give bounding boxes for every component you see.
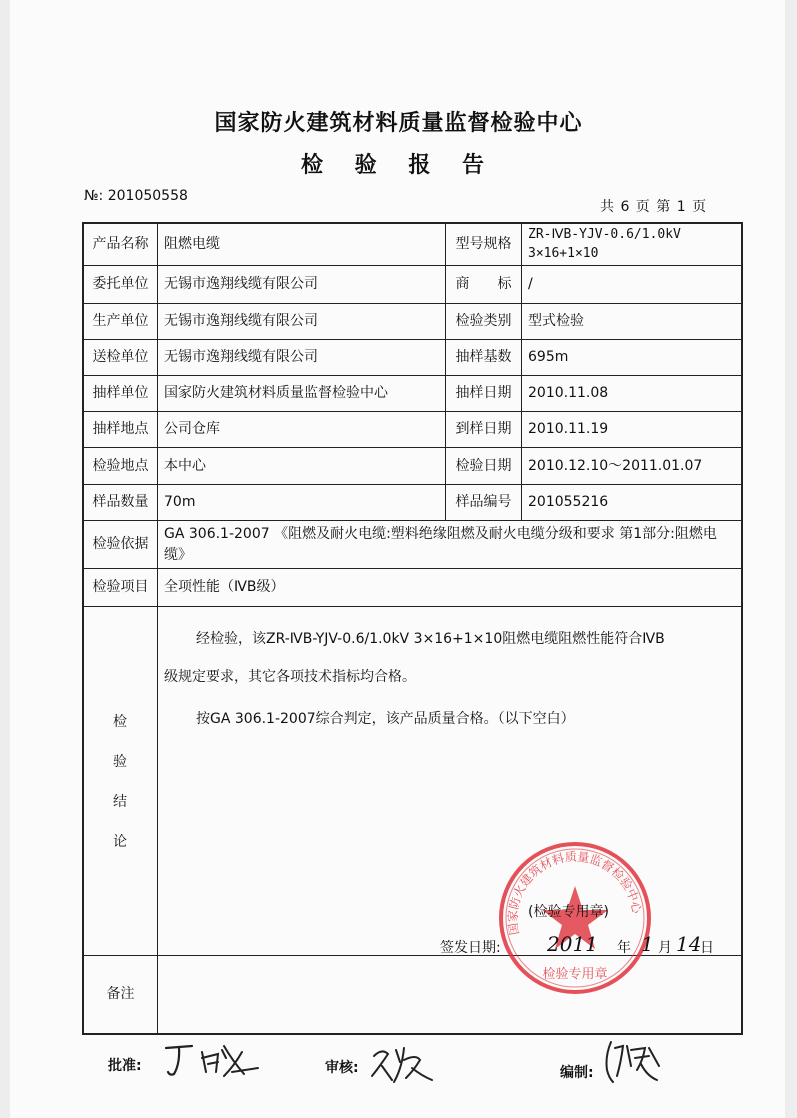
table-border-bottom — [82, 1033, 743, 1035]
value-sender: 无锡市逸翔线缆有限公司 — [164, 349, 318, 366]
issue-date-label: 签发日期: — [440, 940, 501, 956]
label-basis: 检验依据 — [92, 536, 149, 553]
label-test-place: 检验地点 — [92, 457, 149, 474]
page-count: 共 6 页 第 1 页 — [600, 199, 708, 215]
value-test-date: 2010.12.10～2011.01.07 — [528, 457, 703, 474]
issue-year-unit: 年 — [617, 940, 631, 956]
seal-note: (检验专用章) — [528, 904, 609, 920]
value-sample-base: 695m — [528, 349, 569, 366]
value-test-items: 全项性能（ⅣB级） — [164, 579, 285, 596]
value-sample-no: 201055216 — [528, 494, 609, 511]
label-sampler: 抽样单位 — [92, 385, 149, 402]
value-sampler: 国家防火建筑材料质量监督检验中心 — [164, 385, 388, 402]
label-client: 委托单位 — [92, 276, 149, 293]
value-arrive-date: 2010.11.19 — [528, 421, 609, 438]
approver-signature — [162, 1038, 262, 1086]
value-producer: 无锡市逸翔线缆有限公司 — [164, 313, 318, 330]
label-sample-date: 抽样日期 — [455, 385, 512, 402]
label-sample-place: 抽样地点 — [92, 421, 149, 438]
review-label: 审核: — [325, 1060, 359, 1076]
value-sample-date: 2010.11.08 — [528, 385, 609, 402]
label-remarks: 备注 — [106, 986, 135, 1003]
issue-year: 2011 — [547, 932, 598, 956]
report-number: №: 201050558 — [84, 188, 188, 204]
label-test-items: 检验项目 — [92, 579, 149, 596]
label-sender: 送检单位 — [92, 349, 149, 366]
reviewer-signature — [368, 1040, 438, 1092]
issue-month: 1 — [641, 932, 654, 956]
value-model — [522, 224, 741, 265]
conclusion-label-char: 验 — [113, 754, 127, 770]
conclusion-label-char: 检 — [113, 714, 127, 730]
label-sample-no: 样品编号 — [455, 494, 512, 511]
value-test-type: 型式检验 — [528, 313, 584, 330]
issue-day: 14 — [676, 932, 702, 956]
label-sample-base: 抽样基数 — [455, 349, 512, 366]
svg-text:国家防火建筑材料质量监督检验中心: 国家防火建筑材料质量监督检验中心 — [505, 849, 644, 936]
issue-day-unit: 日 — [700, 940, 714, 956]
value-basis: GA 306.1-2007 《阻燃及耐火电缆:塑料绝缘阻燃及耐火电缆分级和要求 第1部分:阻燃电缆》 — [164, 526, 717, 563]
conclusion-para1-line2: 级规定要求，其它各项技术指标均合格。 — [164, 669, 416, 685]
label-product-name: 产品名称 — [92, 236, 149, 253]
preparer-signature — [601, 1036, 665, 1092]
value-sample-place: 公司仓库 — [164, 421, 220, 438]
conclusion-para1-line1: 经检验，该ZR-ⅣB-YJV-0.6/1.0kV 3×16+1×10阻燃电缆阻燃性能符合ⅣB — [196, 631, 665, 647]
value-test-place: 本中心 — [164, 457, 206, 474]
conclusion-label-char: 结 — [113, 794, 127, 810]
table-border-right — [741, 222, 743, 1035]
row-divider — [82, 606, 742, 607]
conclusion-label-char: 论 — [113, 834, 127, 850]
value-brand: / — [528, 276, 533, 293]
label-producer: 生产单位 — [92, 313, 149, 330]
label-brand: 商 标 — [455, 276, 512, 293]
value-product-name: 阻燃电缆 — [164, 236, 220, 253]
svg-text:检验专用章: 检验专用章 — [542, 967, 608, 982]
issue-month-unit: 月 — [658, 940, 672, 956]
label-test-date: 检验日期 — [455, 457, 512, 474]
label-model: 型号规格 — [455, 236, 512, 253]
label-quantity: 样品数量 — [92, 494, 149, 511]
org-title: 国家防火建筑材料质量监督检验中心 — [214, 111, 583, 136]
value-client: 无锡市逸翔线缆有限公司 — [164, 276, 318, 293]
model-line-1: ZR-ⅣB-YJV-0.6/1.0kV — [528, 226, 681, 242]
conclusion-para2: 按GA 306.1-2007综合判定，该产品质量合格。（以下空白） — [196, 711, 575, 727]
label-test-type: 检验类别 — [455, 313, 512, 330]
model-line-2: 3×16+1×10 — [528, 245, 599, 261]
label-arrive-date: 到样日期 — [455, 421, 512, 438]
prepare-label: 编制: — [560, 1065, 594, 1081]
value-quantity: 70m — [164, 494, 196, 511]
approve-label: 批准: — [108, 1058, 142, 1074]
report-title: 检 验 报 告 — [301, 153, 496, 178]
